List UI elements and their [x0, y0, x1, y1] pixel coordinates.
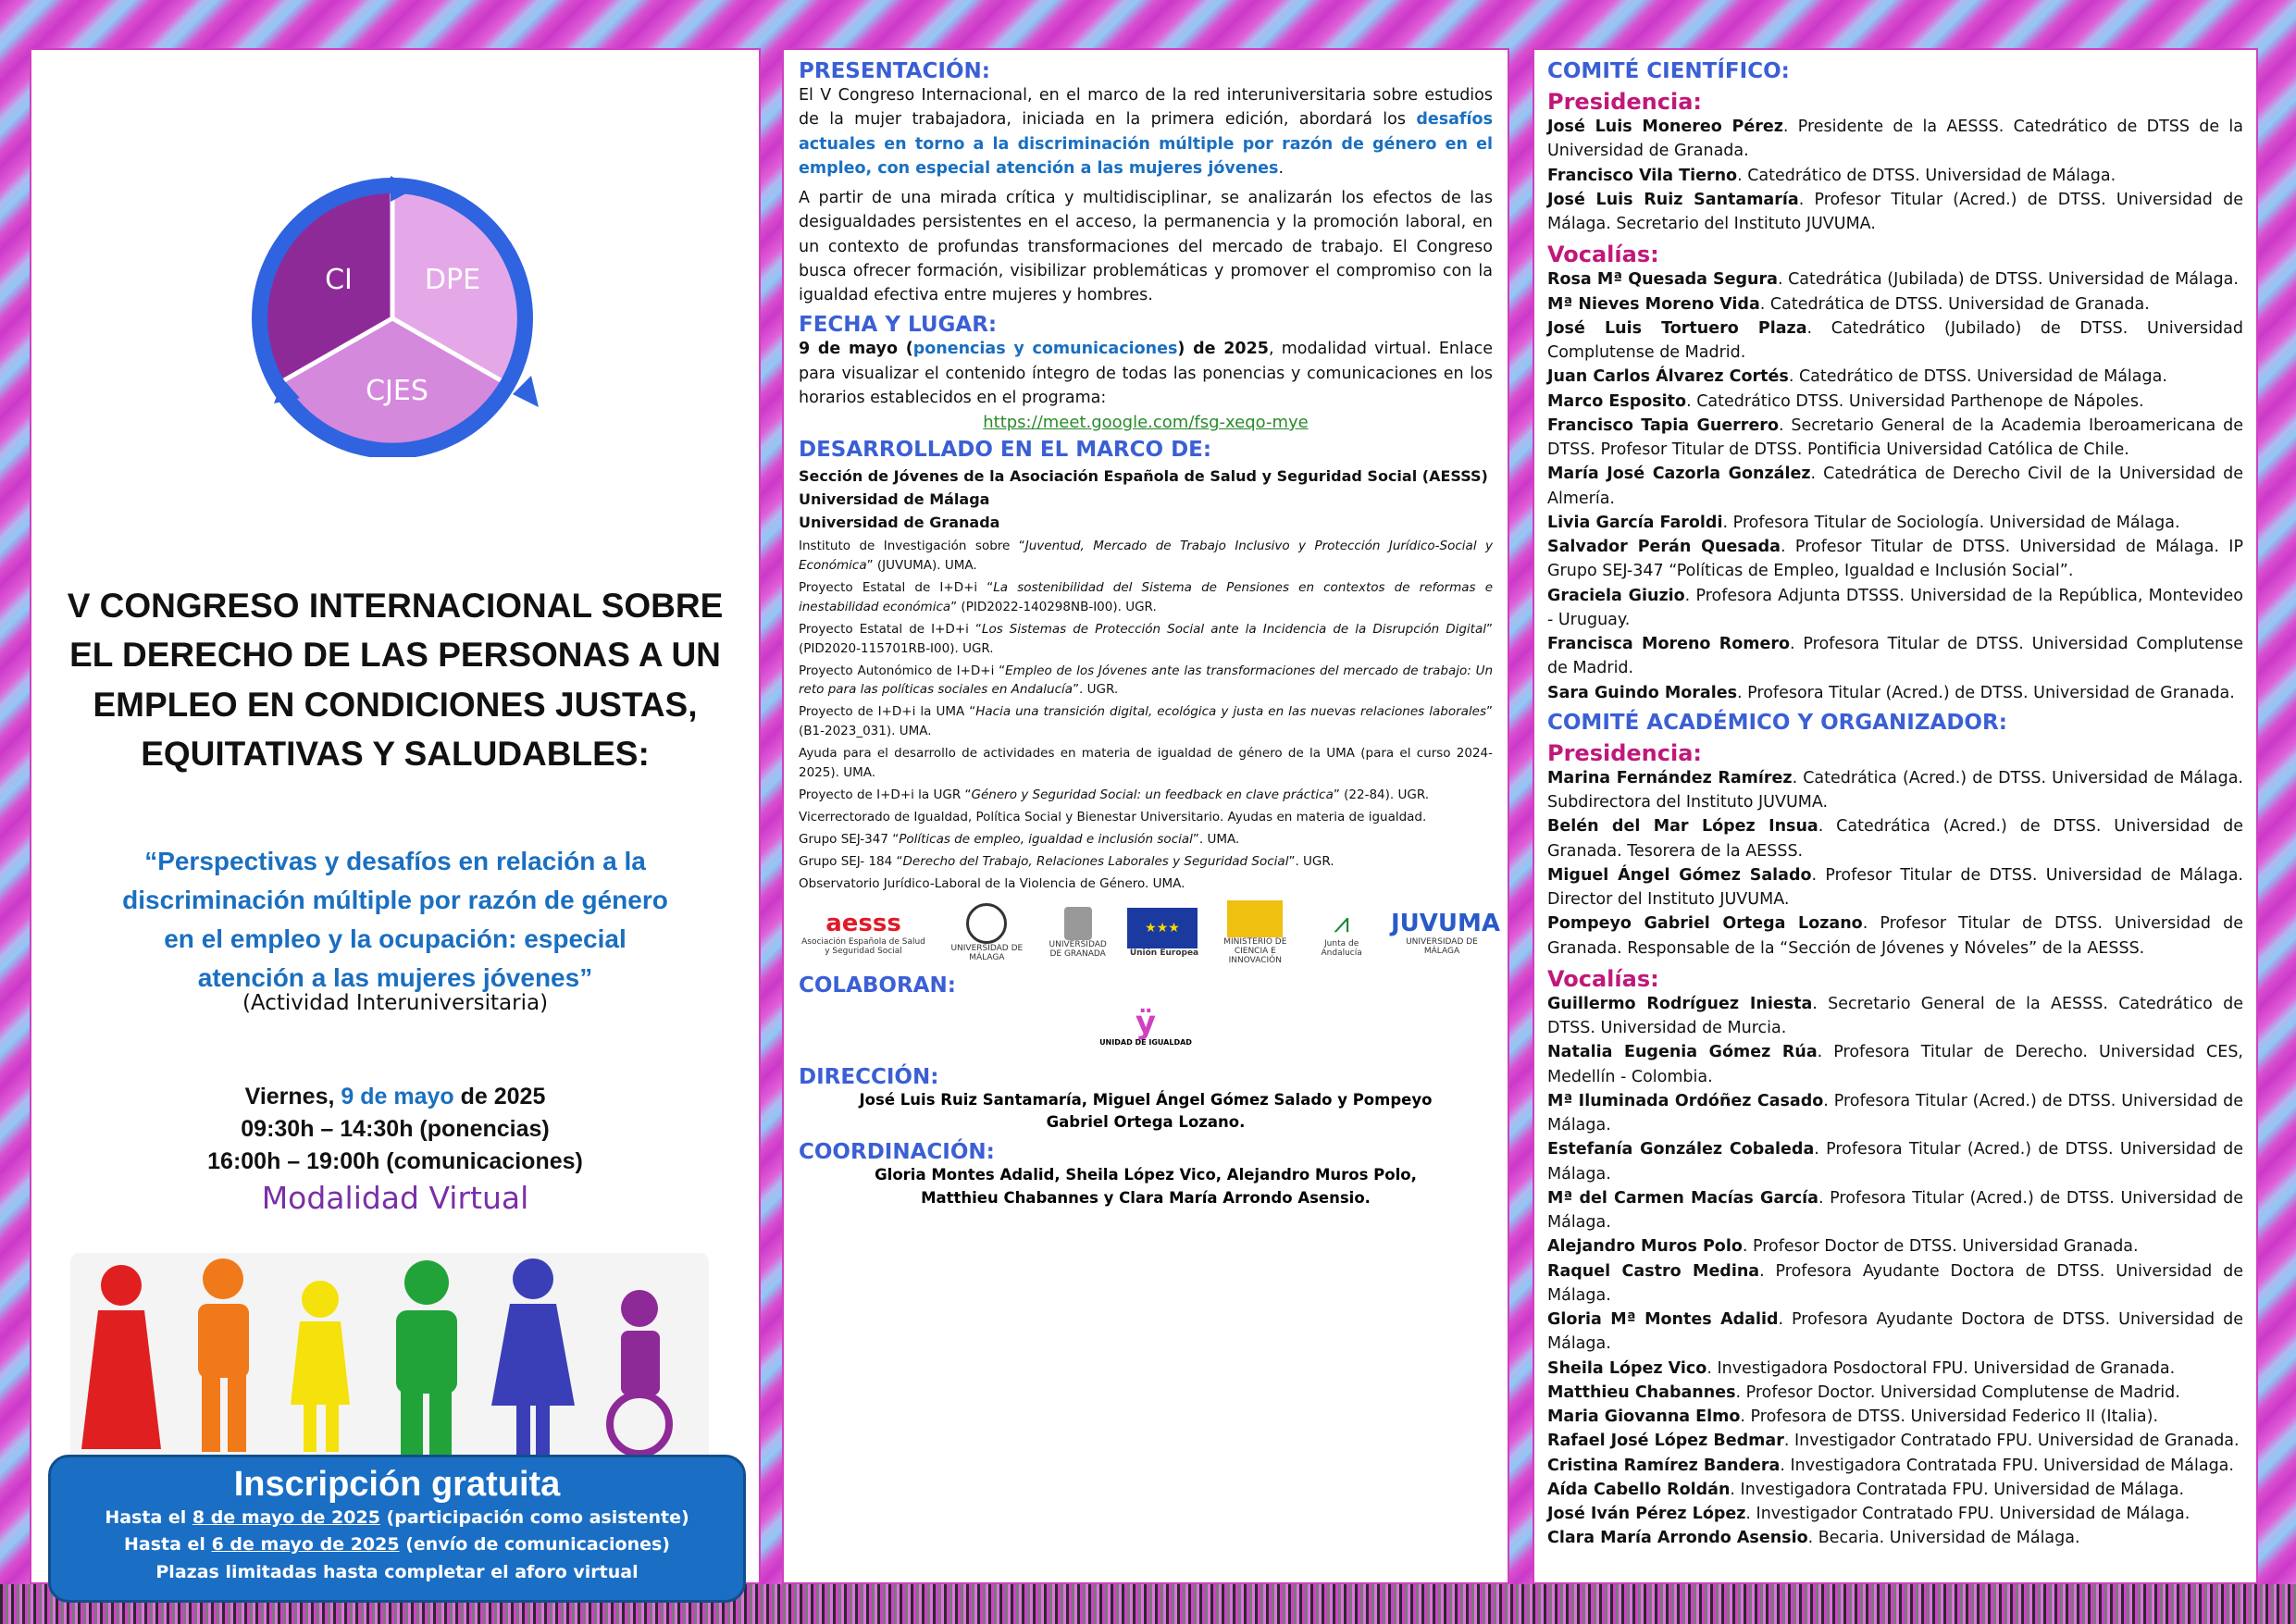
org-name: Universidad de Málaga — [799, 490, 990, 508]
committee-member: Mª Iluminada Ordóñez Casado. Profesora Titular (Acred.) de DTSS. Universidad de Málaga. — [1547, 1091, 2243, 1134]
committee-member: José Iván Pérez López. Investigador Contratado FPU. Universidad de Málaga. — [1547, 1505, 2191, 1523]
coordination-names: Gloria Montes Adalid, Sheila López Vico, Alejandro Muros Polo, Matthieu Chabannes y Clara María Arrondo Asensio. — [875, 1166, 1417, 1207]
section-heading-marco: DESARROLLADO EN EL MARCO DE: — [799, 438, 1212, 462]
presentation-paragraph: El V Congreso Internacional, en el marco de la red interuniversitaria sobre estudios de la mujer trabajadora, iniciada en la primera edición, abordará los desafíos actuales en torno a la discriminación múltiple por razón de género en el empleo, con especial atención a las mujeres jóvenes. — [799, 86, 1493, 178]
subheading-presidencia: Presidencia: — [1547, 89, 1703, 115]
diverse-people-illustration — [70, 1253, 718, 1466]
activity-type: (Actividad Interuniversitaria) — [242, 991, 549, 1015]
committee-member: José Luis Monereo Pérez. Presidente de la AESSS. Catedrático de DTSS de la Universidad de Granada. — [1547, 118, 2243, 161]
committee-member: Natalia Eugenia Gómez Rúa. Profesora Titular de Derecho. Universidad CES, Medellín - Colombia. — [1547, 1043, 2243, 1086]
project-item: Proyecto de I+D+i la UGR “Género y Seguridad Social: un feedback en clave práctica” (22-84). UGR. — [799, 787, 1430, 803]
project-item: Ayuda para el desarrollo de actividades en materia de igualdad de género de la UMA (para el curso 2024-2025). UMA. — [799, 746, 1493, 781]
modality: Modalidad Virtual — [261, 1180, 529, 1216]
committee-member: Marco Esposito. Catedrático DTSS. Universidad Parthenope de Nápoles. — [1547, 391, 2144, 411]
subheading-presidencia: Presidencia: — [1547, 739, 1703, 766]
committee-member: Pompeyo Gabriel Ortega Lozano. Profesor Titular de DTSS. Universidad de Granada. Responsable de la “Sección de Jóvenes y Nóveles” de la AESSS. — [1547, 914, 2243, 958]
committee-member: Marina Fernández Ramírez. Catedrática (Acred.) de DTSS. Universidad de Málaga. Subdirectora del Instituto JUVUMA. — [1547, 768, 2243, 812]
submission-deadline: 6 de mayo de 2025 — [211, 1534, 400, 1556]
committee-member: Belén del Mar López Insua. Catedrática (Acred.) de DTSS. Universidad de Granada. Tesorera de la AESSS. — [1547, 817, 2244, 861]
registration-box: Inscripción gratuita Hasta el 8 de mayo de 2025 (participación como asistente) Hasta el 6 de mayo de 2025 (envío de comunicaciones) Plazas limitadas hasta completar el aforo virtual — [48, 1455, 746, 1603]
org-name: Universidad de Granada — [799, 514, 1000, 531]
committee-member: Gloria Mª Montes Adalid. Profesora Ayudante Doctora de DTSS. Universidad de Málaga. — [1547, 1310, 2243, 1354]
ci-dpe-cjes-cycle-diagram — [31, 50, 759, 457]
junta-logo: ⩘ Junta de Andalucía — [1321, 907, 1362, 959]
congress-subtitle: “Perspectivas y desafíos en relación a la discriminación múltiple por razón de género en el empleo y la ocupación: especial atención a las mujeres jóvenes” — [122, 847, 668, 992]
ugr-logo: UNIVERSIDAD DE GRANADA — [1046, 907, 1111, 959]
committee-member: Alejandro Muros Polo. Profesor Doctor de DTSS. Universidad Granada. — [1547, 1237, 2139, 1257]
project-list — [799, 537, 1493, 894]
section-heading-presentacion: PRESENTACIÓN: — [799, 59, 990, 83]
committee-member: Rafael José López Bedmar. Investigador Contratado FPU. Universidad de Granada. — [1547, 1432, 2240, 1451]
project-item: Proyecto Estatal de I+D+i “La sostenibilidad del Sistema de Pensiones en contextos de reformas e inestabilidad económica” (PID2022-140298NB-I00). UGR. — [799, 579, 1493, 614]
aesss-logo: aesss Asociación Española de Salud y Seguridad Social — [801, 909, 925, 956]
label-dpe: DPE — [424, 264, 481, 296]
committee-member: Aída Cabello Roldán. Investigadora Contratada FPU. Universidad de Málaga. — [1547, 1480, 2185, 1499]
committee-member: Guillermo Rodríguez Iniesta. Secretario General de la AESSS. Catedrático de DTSS. Universidad de Murcia. — [1547, 994, 2244, 1037]
committee-member: Juan Carlos Álvarez Cortés. Catedrático de DTSS. Universidad de Málaga. — [1547, 367, 2167, 387]
section-heading-fecha: FECHA Y LUGAR: — [799, 313, 998, 338]
section-heading-direccion: DIRECCIÓN: — [799, 1064, 939, 1089]
project-item: Proyecto Autonómico de I+D+i “Empleo de los Jóvenes ante las transformaciones del mercado de trabajo: Un reto para las políticas sociales en Andalucía”. UGR. — [799, 663, 1494, 698]
section-heading-colaboran: COLABORAN: — [799, 973, 956, 998]
project-item: Grupo SEJ- 184 “Derecho del Trabajo, Relaciones Laborales y Seguridad Social”. UGR. — [799, 853, 1334, 869]
committee-list — [1547, 267, 2243, 705]
date-place-paragraph: 9 de mayo (ponencias y comunicaciones) de 2025, modalidad virtual. Enlace para visualizar el contenido íntegro de todas las ponencias y comunicaciones en los horarios establecidos en el programa: — [799, 340, 1493, 407]
juvuma-logo: JUVUMA UNIVERSIDAD DE MÁLAGA — [1390, 909, 1500, 956]
committee-member: Salvador Perán Quesada. Profesor Titular de DTSS. Universidad de Málaga. IP Grupo SEJ-347 “Políticas de Empleo, Igualdad e Inclusión Social”. — [1547, 538, 2243, 581]
ministry-logo: MINISTERIO DE CIENCIA E INNOVACIÓN — [1218, 900, 1292, 965]
committee-list — [1547, 766, 2243, 961]
committee-member: Miguel Ángel Gómez Salado. Profesor Titular de DTSS. Universidad de Málaga. Director del Instituto JUVUMA. — [1547, 865, 2243, 909]
committee-member: Mª del Carmen Macías García. Profesora Titular (Acred.) de DTSS. Universidad de Málaga. — [1547, 1188, 2243, 1232]
committee-member: María José Cazorla González. Catedrática de Derecho Civil de la Universidad de Almería. — [1547, 465, 2244, 508]
meet-link[interactable]: https://meet.google.com/fsg-xeqo-mye — [983, 413, 1309, 432]
project-item: Proyecto de I+D+i la UMA “Hacia una transición digital, ecológica y justa en las nuevas relaciones laborales” (B1-2023_031). UMA. — [799, 704, 1493, 739]
project-item: Vicerrectorado de Igualdad, Política Social y Bienestar Universitario. Ayudas en materia de igualdad. — [799, 809, 1427, 824]
section-heading-academico: COMITÉ ACADÉMICO Y ORGANIZADOR: — [1547, 710, 2007, 735]
committee-member: Livia García Faroldi. Profesora Titular de Sociología. Universidad de Málaga. — [1547, 513, 2180, 532]
committee-member: Francisco Vila Tierno. Catedrático de DTSS. Universidad de Málaga. — [1547, 166, 2116, 185]
committee-member: Rosa Mª Quesada Segura. Catedrática (Jubilada) de DTSS. Universidad de Málaga. — [1547, 270, 2239, 290]
registration-title: Inscripción gratuita — [233, 1465, 561, 1504]
equality-unit-logo: ÿ UNIDAD DE IGUALDAD — [1099, 1003, 1192, 1047]
committee-member: Matthieu Chabannes. Profesor Doctor. Universidad Complutense de Madrid. — [1547, 1382, 2180, 1402]
uma-logo: UNIVERSIDAD DE MÁLAGA — [945, 903, 1028, 962]
committees-panel — [1533, 48, 2258, 1584]
committee-member: Francisco Tapia Guerrero. Secretario General de la Academia Iberoamericana de DTSS. Profesor Titular de DTSS. Pontificia Universidad Católica de Chile. — [1547, 415, 2243, 459]
committee-member: Maria Giovanna Elmo. Profesora de DTSS. Universidad Federico II (Italia). — [1547, 1407, 2159, 1426]
event-date: Viernes, 9 de mayo de 2025 09:30h – 14:30h (ponencias) 16:00h – 19:00h (comunicaciones) — [207, 1084, 583, 1174]
congress-title: V CONGRESO INTERNACIONAL SOBRE EL DERECHO DE LAS PERSONAS A UN EMPLEO EN CONDICIONES JUSTAS, EQUITATIVAS Y SALUDABLES: — [67, 587, 724, 773]
attendee-deadline: 8 de mayo de 2025 — [192, 1507, 380, 1528]
info-panel — [782, 48, 1509, 1584]
committee-member: Sara Guindo Morales. Profesora Titular (Acred.) de DTSS. Universidad de Granada. — [1547, 683, 2235, 702]
committee-member: Sheila López Vico. Investigadora Posdoctoral FPU. Universidad de Granada. — [1547, 1358, 2176, 1378]
org-name: Sección de Jóvenes de la Asociación Española de Salud y Seguridad Social (AESSS) — [799, 467, 1488, 485]
project-item: Observatorio Jurídico-Laboral de la Violencia de Género. UMA. — [799, 875, 1185, 891]
section-heading-cientifico: COMITÉ CIENTÍFICO: — [1547, 59, 1790, 83]
project-item: Grupo SEJ-347 “Políticas de empleo, igualdad e inclusión social”. UMA. — [799, 831, 1240, 847]
committee-member: Estefanía González Cobaleda. Profesora Titular (Acred.) de DTSS. Universidad de Málaga. — [1547, 1140, 2243, 1184]
committee-member: Raquel Castro Medina. Profesora Ayudante Doctora de DTSS. Universidad de Málaga. — [1547, 1261, 2243, 1305]
committee-member: Graciela Giuzio. Profesora Adjunta DTSSS. Universidad de la República, Montevideo - Uruguay. — [1547, 586, 2243, 629]
committee-member: José Luis Tortuero Plaza. Catedrático (Jubilado) de DTSS. Universidad Complutense de Madrid. — [1547, 318, 2243, 362]
committee-member: Mª Nieves Moreno Vida. Catedrática de DTSS. Universidad de Granada. — [1547, 294, 2150, 314]
subheading-vocalias: Vocalías: — [1547, 965, 1659, 992]
cover-panel — [30, 48, 761, 1584]
project-item: Instituto de Investigación sobre “Juventud, Mercado de Trabajo Inclusivo y Protección Jurídico-Social y Económica” (JUVUMA). UMA. — [799, 539, 1493, 573]
eu-flag-logo: ★★★ Unión Europea — [1127, 908, 1201, 958]
project-item: Proyecto Estatal de I+D+i “Los Sistemas de Protección Social ante la Incidencia de la Disrupción Digital” (PID2020-115701RB-I00). UGR. — [799, 621, 1494, 656]
committee-member: José Luis Ruiz Santamaría. Profesor Titular (Acred.) de DTSS. Universidad de Málaga. Secretario del Instituto JUVUMA. — [1547, 190, 2243, 233]
section-heading-coordinacion: COORDINACIÓN: — [799, 1140, 995, 1165]
committee-list — [1547, 115, 2243, 236]
logo-strip — [799, 898, 1500, 968]
committee-member: Clara María Arrondo Asensio. Becaria. Universidad de Málaga. — [1547, 1529, 2080, 1548]
committee-list — [1547, 992, 2243, 1551]
subheading-vocalias: Vocalías: — [1547, 242, 1659, 268]
committee-member: Francisca Moreno Romero. Profesora Titular de DTSS. Universidad Complutense de Madrid. — [1547, 635, 2244, 678]
label-ci: CI — [325, 264, 353, 296]
direction-names: José Luis Ruiz Santamaría, Miguel Ángel Gómez Salado y Pompeyo Gabriel Ortega Lozano. — [859, 1090, 1433, 1132]
label-cjes: CJES — [366, 375, 428, 407]
committee-member: Cristina Ramírez Bandera. Investigadora Contratada FPU. Universidad de Málaga. — [1547, 1456, 2234, 1475]
presentation-paragraph: A partir de una mirada crítica y multidisciplinar, se analizarán los efectos de las desigualdades persistentes en el acceso, la permanencia y la promoción laboral, en un contexto de profundas transformaciones del mercado de trabajo. El Congreso busca ofrecer formación, visibilizar problemáticas y promover el compromiso con la igualdad efectiva entre mujeres y hombres. — [799, 189, 1493, 304]
